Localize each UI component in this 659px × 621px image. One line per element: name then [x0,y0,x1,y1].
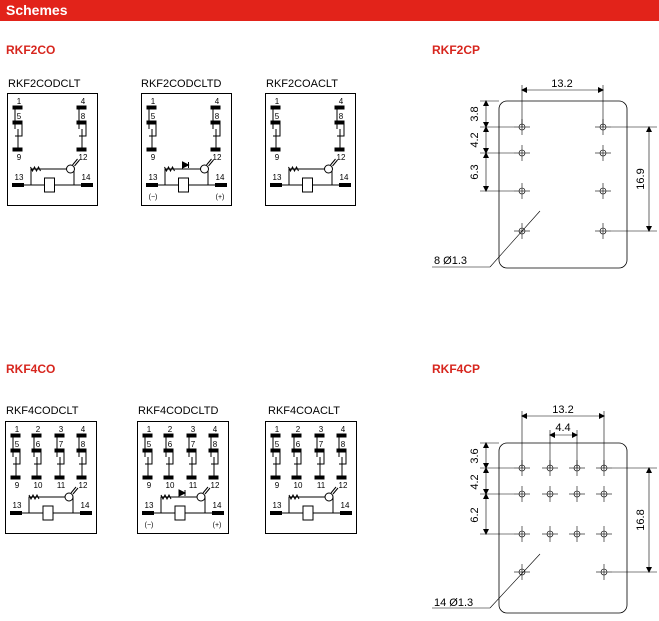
terminal-number: 8 [80,440,86,449]
scheme-diagram-rkf4coaclt [265,421,357,534]
height-dim-label: 16.8 [635,509,647,531]
height-dim-label: 16.9 [635,168,647,190]
terminal-pad [147,121,156,124]
terminal-pad [77,106,86,109]
terminal-number: 3 [58,425,64,434]
terminal-number: 11 [56,481,66,490]
terminal-pad [143,434,152,437]
terminal-number: 11 [188,481,198,490]
terminal-pad [337,476,346,479]
terminal-number: 7 [58,440,64,449]
section-title-rkf2cp: RKF2CP [432,43,481,57]
terminal-pad [13,121,22,124]
terminal-pad [77,476,86,479]
relay-outline [499,101,627,268]
terminal-pad [292,449,301,452]
coil-terminal-number: 13 [12,501,22,510]
led-indicator [67,165,75,173]
terminal-number: 10 [33,481,43,490]
coil-terminal-number: 13 [144,501,154,510]
scheme-label: RKF4CODCLTD [138,405,219,417]
coil-terminal-number: 14 [81,173,91,182]
led-indicator [325,165,333,173]
polarity-label: (−) [148,194,158,201]
terminal-number: 12 [210,481,220,490]
terminal-number: 1 [150,97,156,106]
terminal-pad [271,476,280,479]
terminal-pad [13,106,22,109]
terminal-number: 3 [318,425,324,434]
section-title-rkf2co: RKF2CO [6,43,56,57]
scheme-diagram-rkf4codclt [5,421,97,534]
terminal-pad [77,449,86,452]
terminal-number: 7 [318,440,324,449]
terminal-pad [11,449,20,452]
terminal-number: 4 [80,425,86,434]
coil-terminal [339,183,351,187]
coil-terminal [270,183,282,187]
scheme-diagram-rkf2coaclt [265,93,356,206]
terminal-pad [335,121,344,124]
terminal-pad [271,434,280,437]
scheme-diagram-rkf4codcltd [137,421,229,534]
coil-terminal [212,511,224,515]
terminal-number: 1 [274,425,280,434]
terminal-number: 6 [35,440,41,449]
terminal-pad [143,449,152,452]
scheme-label: RKF2CODCLT [8,78,81,90]
coil-terminal [146,183,158,187]
terminal-number: 1 [274,97,280,106]
scheme-diagram-rkf2codcltd [141,93,232,206]
scheme-label: RKF4CODCLT [6,405,79,417]
terminal-pad [337,449,346,452]
coil-terminal-number: 13 [14,173,24,182]
scheme-label: RKF2CODCLTD [141,78,222,90]
terminal-pad [32,476,41,479]
terminal-number: 12 [336,153,346,162]
terminal-number: 8 [80,112,86,121]
terminal-number: 2 [295,425,301,434]
terminal-number: 10 [293,481,303,490]
terminal-pad [211,148,220,151]
row-dim-label: 3.6 [469,448,481,464]
terminal-number: 8 [212,440,218,449]
schemes-header [0,0,659,21]
coil-terminal-number: 14 [212,501,222,510]
coil-terminal [142,511,154,515]
terminal-pad [164,449,173,452]
coil-terminal-number: 13 [272,501,282,510]
terminal-pad [315,434,324,437]
led-indicator [197,493,205,501]
terminal-pad [211,121,220,124]
coil-terminal-number: 14 [339,173,349,182]
terminal-pad [55,434,64,437]
terminal-number: 8 [340,440,346,449]
terminal-pad [143,476,152,479]
terminal-number: 10 [165,481,175,490]
terminal-pad [55,449,64,452]
terminal-number: 9 [150,153,156,162]
terminal-pad [335,106,344,109]
terminal-number: 2 [167,425,173,434]
coil-terminal-number: 14 [340,501,350,510]
coil-terminal [81,183,93,187]
scheme-label: RKF2COACLT [266,78,338,90]
terminal-pad [209,476,218,479]
relay-coil [179,178,189,192]
terminal-pad [187,434,196,437]
width-dim-label: 13.2 [552,404,574,416]
coil-terminal [10,511,22,515]
relay-coil [43,506,53,520]
header-title: Schemes [6,2,68,18]
terminal-pad [337,434,346,437]
terminal-number: 2 [35,425,41,434]
terminal-number: 4 [80,97,86,106]
terminal-number: 9 [16,153,22,162]
coil-terminal [270,511,282,515]
terminal-number: 12 [338,481,348,490]
polarity-label: (−) [144,522,154,529]
terminal-number: 9 [14,481,20,490]
coil-terminal-number: 13 [272,173,282,182]
terminal-pad [271,121,280,124]
terminal-number: 12 [212,153,222,162]
terminal-pad [77,434,86,437]
terminal-number: 7 [190,440,196,449]
coil-terminal [12,183,24,187]
footprint-rkf2cp [420,75,659,275]
coil-terminal [340,511,352,515]
hole-note: 8 Ø1.3 [434,255,468,267]
terminal-pad [32,434,41,437]
terminal-pad [271,148,280,151]
coil-terminal [215,183,227,187]
pin-holes [514,119,611,239]
width-dim-label: 13.2 [551,78,573,90]
terminal-pad [55,476,64,479]
coil-terminal [80,511,92,515]
terminal-pad [187,476,196,479]
terminal-pad [271,106,280,109]
coil-terminal-number: 14 [80,501,90,510]
pitch-dim-label: 4.4 [555,422,571,434]
terminal-number: 5 [14,440,20,449]
terminal-pad [292,476,301,479]
relay-outline [499,443,627,613]
terminal-number: 11 [316,481,326,490]
terminal-number: 5 [150,112,156,121]
hole-note: 14 Ø1.3 [434,597,474,609]
terminal-pad [315,476,324,479]
terminal-number: 6 [295,440,301,449]
terminal-number: 9 [274,481,280,490]
row-dim-label: 6.3 [469,164,481,180]
terminal-pad [271,449,280,452]
terminal-pad [13,148,22,151]
terminal-pad [77,121,86,124]
scheme-label: RKF4COACLT [268,405,340,417]
relay-coil [175,506,185,520]
led-indicator [65,493,73,501]
terminal-pad [11,476,20,479]
terminal-number: 4 [338,97,344,106]
scheme-diagram-rkf2codclt [7,93,98,206]
row-dim-label: 4.2 [469,132,481,148]
terminal-number: 12 [78,153,88,162]
terminal-number: 4 [214,97,220,106]
coil-terminal-number: 14 [215,173,225,182]
row-dim-label: 6.2 [469,507,481,523]
footprint-rkf4cp [420,398,659,621]
terminal-pad [209,449,218,452]
terminal-pad [147,148,156,151]
terminal-pad [209,434,218,437]
polarity-label: (+) [212,522,222,529]
relay-coil [303,506,313,520]
terminal-number: 5 [16,112,22,121]
led-indicator [201,165,209,173]
terminal-pad [187,449,196,452]
coil-terminal-number: 13 [148,173,158,182]
row-dim-label: 4.2 [469,474,481,490]
terminal-pad [77,148,86,151]
terminal-pad [211,106,220,109]
terminal-pad [164,434,173,437]
relay-coil [303,178,313,192]
terminal-pad [292,434,301,437]
terminal-number: 12 [78,481,88,490]
terminal-number: 6 [167,440,173,449]
led-indicator [325,493,333,501]
terminal-number: 8 [338,112,344,121]
terminal-number: 1 [16,97,22,106]
section-title-rkf4cp: RKF4CP [432,362,481,376]
terminal-pad [147,106,156,109]
section-title-rkf4co: RKF4CO [6,362,56,376]
terminal-number: 9 [274,153,280,162]
terminal-number: 3 [190,425,196,434]
terminal-pad [335,148,344,151]
terminal-pad [32,449,41,452]
terminal-number: 4 [212,425,218,434]
terminal-number: 5 [146,440,152,449]
terminal-number: 5 [274,440,280,449]
terminal-pad [315,449,324,452]
pin-holes [514,460,612,580]
row-dim-label: 3.8 [469,106,481,122]
terminal-pad [11,434,20,437]
relay-coil [45,178,55,192]
polarity-label: (+) [215,194,225,201]
terminal-number: 4 [340,425,346,434]
terminal-number: 1 [14,425,20,434]
terminal-number: 1 [146,425,152,434]
terminal-number: 9 [146,481,152,490]
terminal-number: 8 [214,112,220,121]
terminal-pad [164,476,173,479]
terminal-number: 5 [274,112,280,121]
